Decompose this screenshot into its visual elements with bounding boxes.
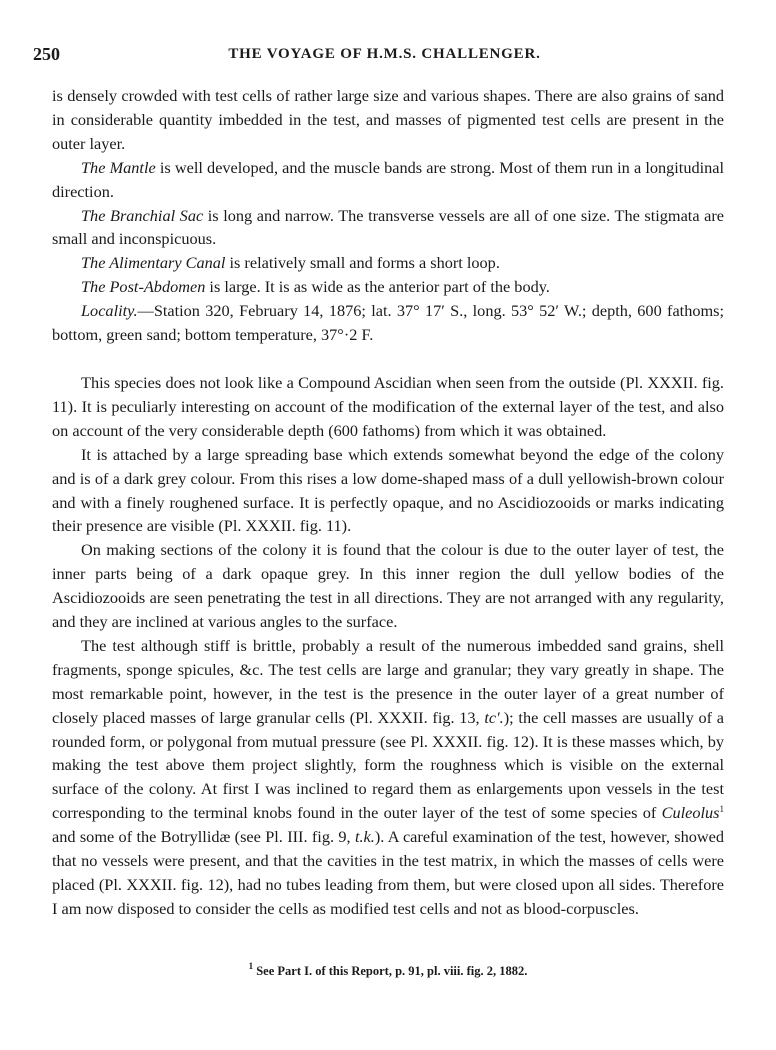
section-gap bbox=[52, 347, 724, 371]
paragraph-post-abdomen bbox=[52, 275, 724, 299]
paragraph-attachment: It is attached by a large spreading base which extends somewhat beyond the edge of the colony and is of a dark grey colour. From this rises a low dome-shaped mass of a dull yellowish-brown colour and with a finely roughened surface. It is perfectly opaque, and no Ascidiozooids or marks indicating their presence are visible (Pl. XXXII. fig. 11). bbox=[52, 444, 724, 536]
running-head: THE VOYAGE OF H.M.S. CHALLENGER. bbox=[228, 46, 541, 62]
paragraph-continued: is densely crowded with test cells of rather large size and various shapes. There are also grains of sand in considerable quantity imbedded in the test, and masses of pigmented test cells are present in the outer layer. bbox=[52, 86, 724, 153]
page-number: 250 bbox=[33, 44, 60, 64]
figure-ref-tk: t.k. bbox=[354, 827, 375, 847]
footnote-reference[interactable]: 1 bbox=[719, 804, 724, 815]
paragraph-mantle bbox=[52, 156, 724, 204]
figure-ref-tc: tc′. bbox=[484, 707, 504, 727]
paragraph-test-structure bbox=[52, 634, 724, 921]
footnote-mark: 1 bbox=[248, 961, 254, 971]
post-abdomen-text: is large. It is as wide as the anterior part of the body. bbox=[205, 277, 550, 297]
body-text bbox=[52, 84, 724, 921]
mantle-text: is well developed, and the muscle bands are strong. Most of them run in a longitudinal direction. bbox=[52, 157, 725, 201]
paragraph-locality bbox=[52, 299, 724, 347]
section-label-locality: Locality. bbox=[81, 301, 138, 321]
section-label-branchial-sac: The Branchial Sac bbox=[81, 205, 204, 225]
paragraph-branchial-sac bbox=[52, 204, 724, 252]
alimentary-canal-text: is relatively small and forms a short loop. bbox=[225, 253, 500, 273]
section-label-alimentary-canal: The Alimentary Canal bbox=[81, 253, 226, 273]
paragraph-sections: On making sections of the colony it is found that the colour is due to the outer layer of test, the inner parts being of a dark opaque grey. In this inner region the dull yellow bodies of the Ascidiozooids are seen penetrating the test in all directions. They are not arranged with any regularity, and they are inclined at various angles to the surface. bbox=[52, 540, 724, 632]
test-structure-text-d: ). A careful examination of the test, however, showed that no vessels were present, and that the cavities in the test matrix, in which the masses of cells were placed (Pl. XXXII. fig. 12), had no tubes leading from them, but were closed upon all sides. Therefore I am now disposed to consider the cells as modified test cells and not as blood-corpuscles. bbox=[52, 827, 724, 918]
branchial-sac-text: is long and narrow. The transverse vessels are all of one size. The stigmata are small and inconspicuous. bbox=[52, 205, 725, 249]
page-header bbox=[33, 44, 736, 68]
test-structure-text-a: The test although stiff is brittle, probably a result of the numerous imbedded sand grains, shell fragments, sponge spicules, &c. The test cells are large and granular; they vary greatly in shape. The most remarkable point, however, in the test is the presence in the outer layer of a great number of closely placed masses of large granular cells (Pl. XXXII. fig. 13, bbox=[52, 635, 724, 727]
section-label-mantle: The Mantle bbox=[81, 157, 156, 177]
test-structure-text-b: ); the cell masses are usually of a rounded form, or polygonal from mutual pressure (see Pl. XXXII. fig. 12). It is these masses which, by making the test above them project slightly, form the roughness which is visible on the external surface of the colony. At first I was inclined to regard them as enlargements upon vessels in the test corresponding to the terminal knobs found in the outer layer of the test of some species of bbox=[52, 707, 724, 823]
genus-culeolus: Culeolus bbox=[661, 803, 720, 823]
test-structure-text-c: and some of the Botryllidæ (see Pl. III. fig. 9, bbox=[52, 827, 355, 847]
footnote-text: See Part I. of this Report, p. 91, pl. viii. fig. 2, 1882. bbox=[253, 964, 528, 978]
paragraph-appearance: This species does not look like a Compound Ascidian when seen from the outside (Pl. XXXII. fig. 11). It is peculiarly interesting on account of the modification of the external layer of the test, and also on account of the very considerable depth (600 fathoms) from which it was obtained. bbox=[52, 372, 724, 440]
section-label-post-abdomen: The Post-Abdomen bbox=[81, 277, 206, 297]
locality-text: —Station 320, February 14, 1876; lat. 37° 17′ S., long. 53° 52′ W.; depth, 600 fathoms; bottom, green sand; bottom temperature, 37°·2 F. bbox=[52, 301, 724, 345]
paragraph-alimentary-canal bbox=[52, 251, 724, 275]
footnote bbox=[52, 961, 724, 979]
